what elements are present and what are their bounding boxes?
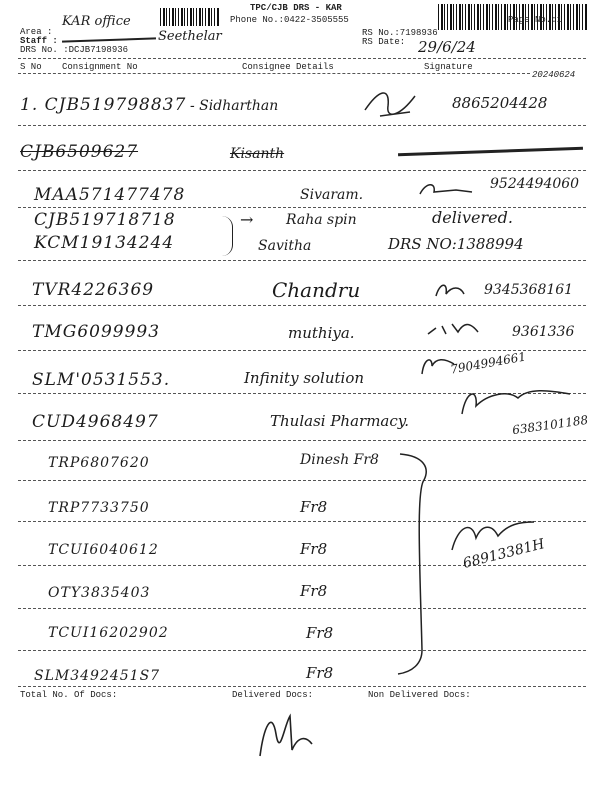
row-5-consignee: Savitha xyxy=(258,238,312,254)
row-6-phone: 9345368161 xyxy=(484,282,574,298)
row-15-consignment: SLM3492451S7 xyxy=(34,668,161,684)
row-13-consignee: Fr8 xyxy=(300,582,328,600)
rows-4-5-brace xyxy=(222,216,233,256)
row-4-arrow: → xyxy=(240,210,254,229)
row-6-consignee: Chandru xyxy=(272,278,361,302)
row-9-phone: 6383101188 xyxy=(511,412,589,438)
row-14-consignment: TCUI16202902 xyxy=(48,625,169,641)
row-divider-14 xyxy=(18,686,586,687)
column-consignment: Consignment No xyxy=(62,62,138,72)
row-divider-11 xyxy=(18,565,586,566)
fr8-phone: 68913381H xyxy=(461,536,547,572)
row-12-consignee: Fr8 xyxy=(300,540,328,558)
staff-scribble xyxy=(62,37,156,42)
drs-number: DCJB7198936 xyxy=(68,45,129,55)
row-3-signature xyxy=(416,178,476,202)
row-2-consignment: CJB6509627 xyxy=(20,142,139,162)
row-10-consignee: Dinesh Fr8 xyxy=(300,452,379,468)
row-9-consignee: Thulasi Pharmacy. xyxy=(270,412,410,430)
row-15-consignee: Fr8 xyxy=(306,664,334,682)
row-6-consignment: TVR4226369 xyxy=(32,280,155,300)
handwritten-staff: Seethelar xyxy=(158,29,222,44)
row-1-consignee: - Sidharthan xyxy=(190,98,279,114)
handwritten-area: KAR office xyxy=(62,14,131,29)
row-6-signature xyxy=(432,280,468,302)
rs-number: RS No.:7198936 xyxy=(362,28,438,38)
handwritten-date: 29/6/24 xyxy=(418,38,476,56)
total-docs-label: Total No. Of Docs: xyxy=(20,690,118,700)
column-signature: Signature xyxy=(424,62,473,72)
row-9-signature xyxy=(458,384,578,420)
row-divider-13 xyxy=(18,650,586,651)
row-divider-6 xyxy=(18,350,586,351)
row-4-consignment: CJB519718718 xyxy=(34,210,176,230)
document-title: TPC/CJB DRS - KAR xyxy=(250,3,342,13)
row-divider-8 xyxy=(18,440,586,441)
row-8-consignment: SLM'0531553. xyxy=(32,370,171,390)
footer-signature xyxy=(250,706,320,766)
row-divider-1 xyxy=(18,125,586,126)
row-3-phone: 9524494060 xyxy=(490,176,580,192)
row-9-consignment: CUD4968497 xyxy=(32,412,159,432)
row-3-consignment: MAA571477478 xyxy=(34,185,186,205)
row-5-consignment: KCM19134244 xyxy=(34,233,175,253)
row-4-note: delivered. xyxy=(432,208,513,227)
row-divider-5 xyxy=(18,305,586,306)
delivered-docs-label: Delivered Docs: xyxy=(232,690,314,700)
row-7-consignment: TMG6099993 xyxy=(32,322,161,342)
row-8-phone: 7904994661 xyxy=(449,349,527,377)
row-12-consignment: TCUI6040612 xyxy=(48,542,159,558)
row-10-consignment: TRP6807620 xyxy=(48,455,150,471)
non-delivered-docs-label: Non Delivered Docs: xyxy=(368,690,471,700)
drs-label xyxy=(20,45,128,55)
row-7-signature xyxy=(424,318,484,340)
row-7-phone: 9361336 xyxy=(512,324,575,340)
columns-divider xyxy=(18,73,530,74)
staff-label: Staff : xyxy=(20,36,58,46)
header-divider xyxy=(18,58,586,59)
column-consignee: Consignee Details xyxy=(242,62,334,72)
row-1-signature xyxy=(360,86,420,122)
rows-10-15-bracket xyxy=(394,450,434,680)
row-divider-4 xyxy=(18,260,586,261)
drs-label-text: DRS No. : xyxy=(20,45,69,55)
row-4-consignee: Raha spin xyxy=(286,212,357,228)
rs-date-label: RS Date: xyxy=(362,37,406,47)
barcode-top-left xyxy=(160,8,220,26)
column-sno: S No xyxy=(20,62,42,72)
row-11-consignment: TRP7733750 xyxy=(48,500,150,516)
row-1-consignment: 1. CJB519798837 xyxy=(20,95,187,115)
print-date: 20240624 xyxy=(532,70,576,80)
phone-number: Phone No.:0422-3505555 xyxy=(230,15,349,25)
row-11-consignee: Fr8 xyxy=(300,498,328,516)
row-14-consignee: Fr8 xyxy=(306,624,334,642)
row-1-phone: 8865204428 xyxy=(452,94,548,112)
row-divider-9 xyxy=(18,480,586,481)
row-8-consignee: Infinity solution xyxy=(244,369,365,387)
row-3-consignee: Sivaram. xyxy=(300,187,364,203)
row-2-scribble xyxy=(398,147,583,156)
area-label: Area : xyxy=(20,27,53,37)
row-divider-2 xyxy=(18,170,586,171)
page-number: Page No.:1 xyxy=(508,15,563,25)
row-13-consignment: OTY3835403 xyxy=(48,585,151,601)
row-7-consignee: muthiya. xyxy=(288,324,355,342)
row-2-consignee: Kisanth xyxy=(230,146,285,162)
row-divider-12 xyxy=(18,608,586,609)
row-5-note: DRS NO:1388994 xyxy=(388,235,524,253)
